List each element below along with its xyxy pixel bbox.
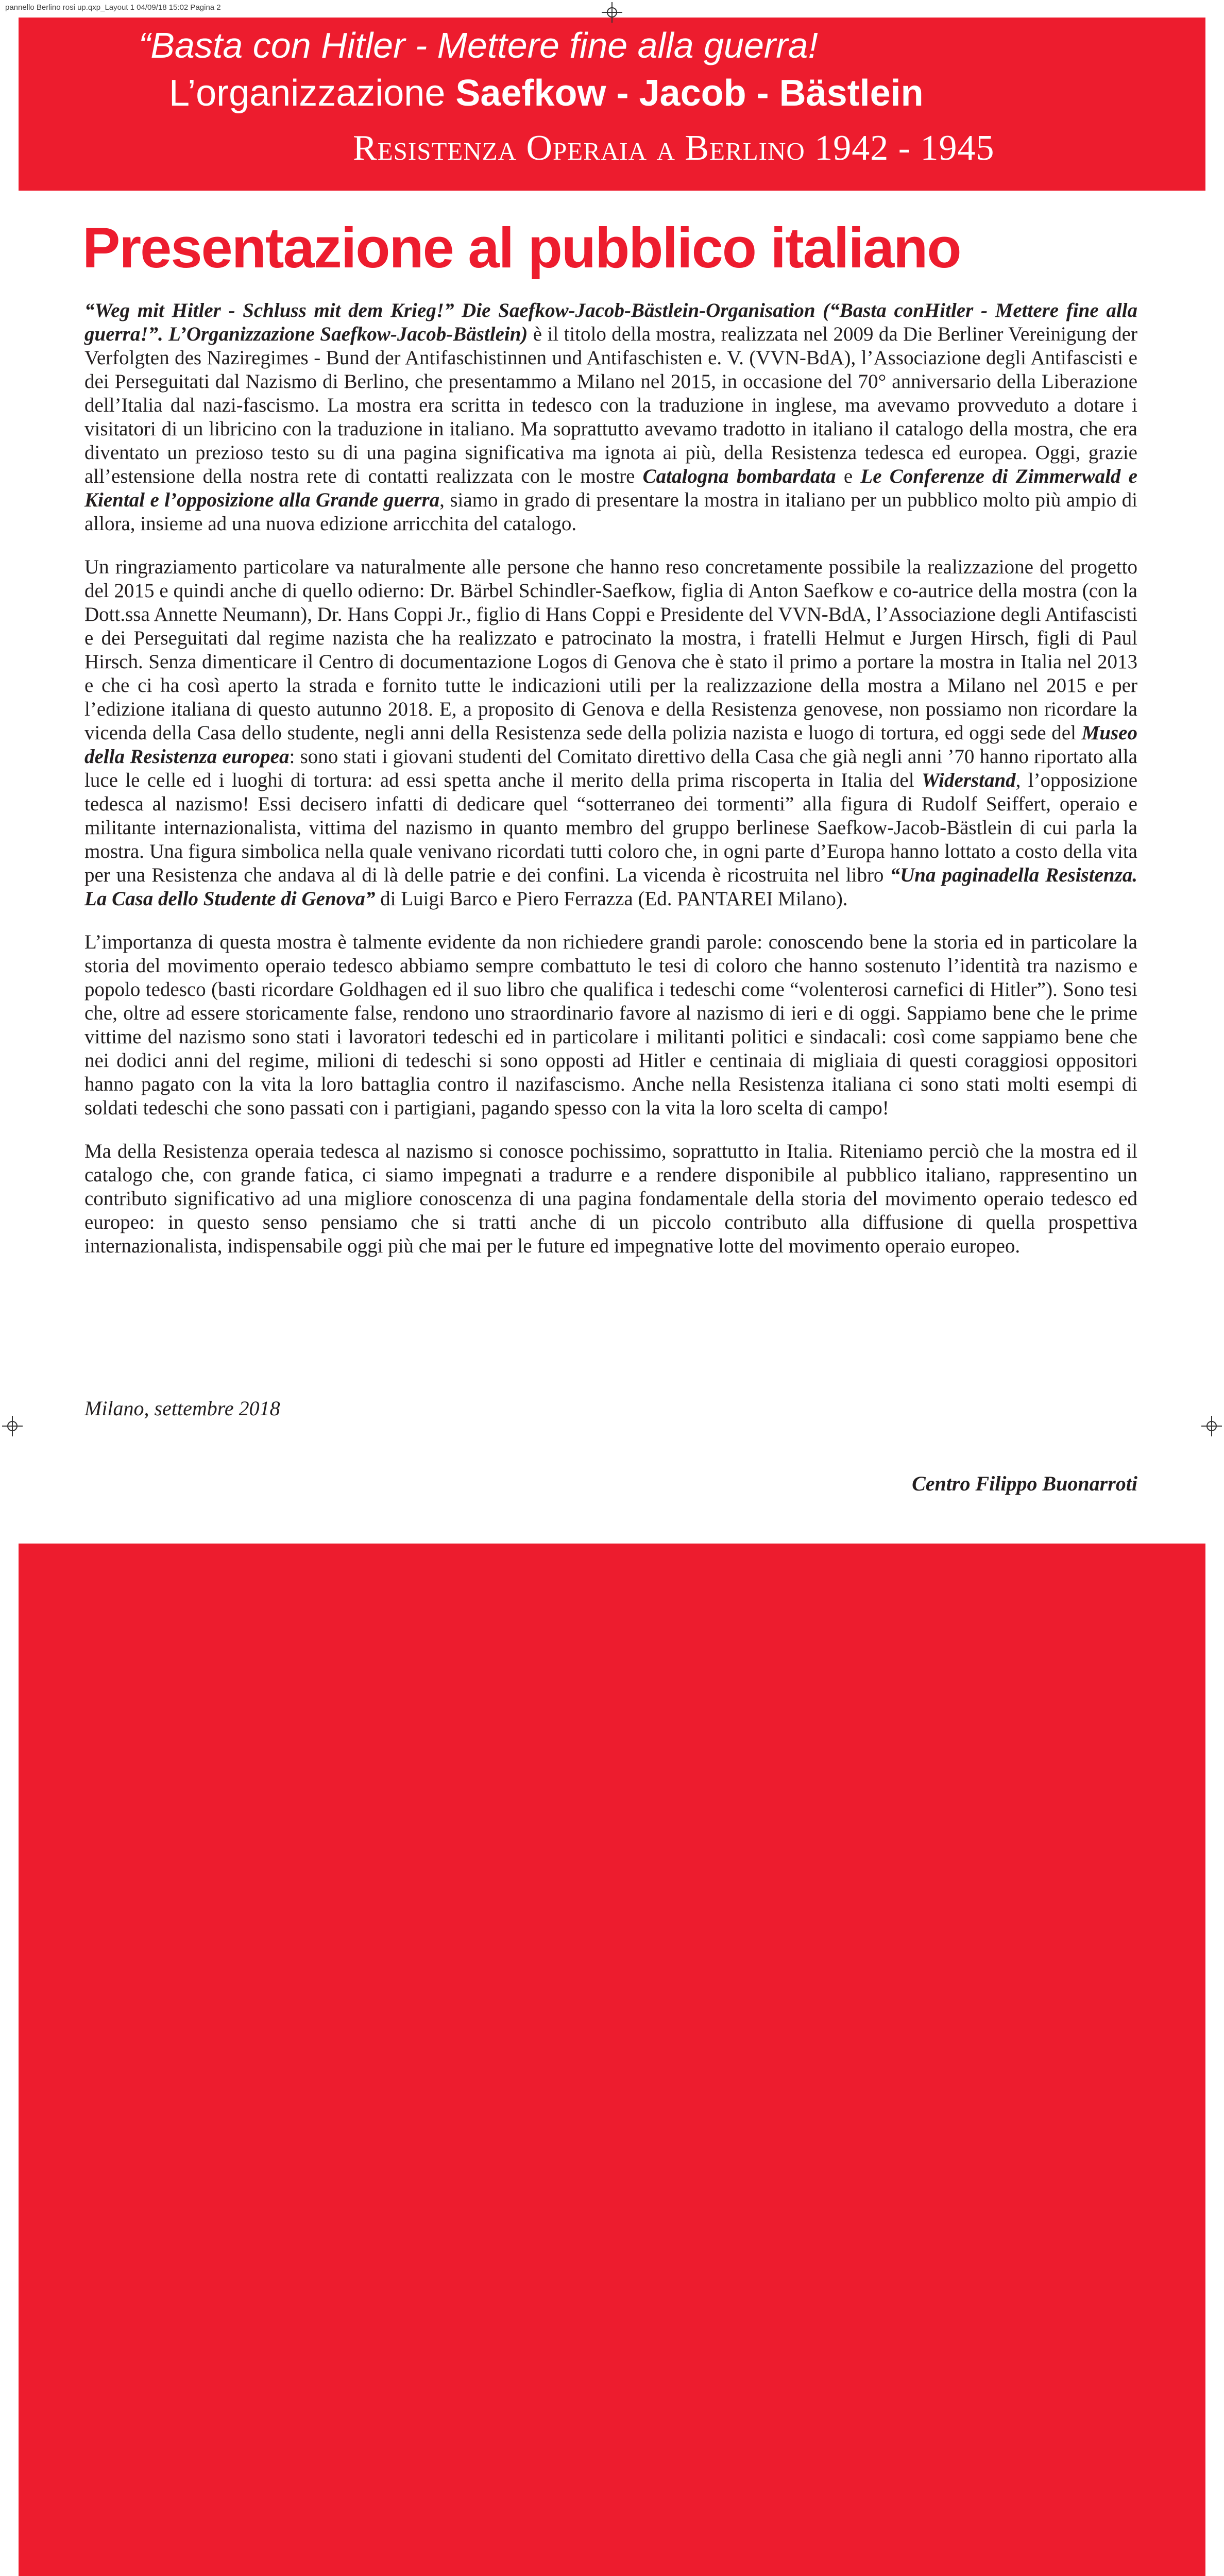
place-date: Milano, settembre 2018 [84, 1397, 280, 1420]
paragraph-3: L’importanza di questa mostra è talmente evidente da non richiedere grandi parole: conoscendo bene la storia ed in particolare la storia del movimento operaio tedesco abbiamo sempre combattuto le tesi di coloro che hanno sostenuto l’identità tra nazismo e popolo tedesco (basti ricordare Goldhagen ed il suo libro che qualifica i tedeschi come “volenterosi carnefici di Hitler”). Sono tesi che, oltre ad essere storicamente false, rendono uno straordinario favore al nazismo di ieri e di oggi. Sappiamo bene che le prime vittime del nazismo sono stati i lavoratori tedeschi ed in particolare i militanti politici e sindacali: così come sappiamo bene che nei dodici anni del regime, milioni di tedeschi si sono opposti ad Hitler e centinaia di migliaia di questi coraggiosi oppositori hanno pagato con la vita la loro battaglia contro il nazifascismo. Anche nella Resistenza italiana ci sono stati molti esempi di soldati tedeschi che sono passati con i partigiani, pagando spesso con la vita la loro scelta di campo! [84, 931, 1137, 1119]
paragraph-4: Ma della Resistenza operaia tedesca al nazismo si conosce pochissimo, soprattutto in Italia. Riteniamo perciò che la mostra ed il catalogo che, con grande fatica, ci siamo impegnati a tradurre e a rendere disponibile al pubblico italiano, rappresentino un contributo significativo ad una migliore conoscenza di una pagina fondamentale della storia del movimento operaio tedesco ed europeo: in questo senso pensiamo che si tratti anche di un piccolo contributo alla diffusione di quella prospettiva internazionalista, indispensabile oggi più che mai per le future ed impegnative lotte del movimento operaio europeo. [84, 1140, 1137, 1257]
registration-mark-left [2, 1416, 23, 1436]
paragraph-1 [84, 299, 1137, 536]
paragraph-1-end: , siamo in grado di presentare la mostra in italiano per un pubblico molto più ampio di allora, insieme ad una nuova edizione arricchita del catalogo. [84, 489, 1137, 535]
registration-mark-top [602, 2, 622, 23]
header-slogan: “Basta con Hitler - Mettere fine alla guerra! [139, 25, 818, 65]
paragraph-2-text-3: , l’opposizione tedesca al nazismo! Essi decisero infatti di dedicare quel “sotterraneo dei tormenti” alla figura di Rudolf Seiffert, operaio e militante internazionalista, vittima del nazismo in quanto membro del gruppo berlinese Saefkow-Jacob-Bästlein di cui parla la mostra. Una figura simbolica nella quale venivano ricordati tutti coloro che, in ogni parte d’Europa hanno lottato a costo della vita per una Resistenza che andava al di là delle patrie e dei confini. La vicenda è ricostruita nel libro [84, 769, 1138, 886]
exhibit-title-catalogna: Catalogna bombardata [642, 465, 836, 487]
book-title: “Una paginadella Resistenza. La Casa dello Studente di Genova” [84, 864, 1137, 910]
header-organization-name: Saefkow - Jacob - Bästlein [455, 73, 924, 114]
bottom-red-band [19, 1544, 1205, 2576]
author-signature: Centro Filippo Buonarroti [912, 1472, 1137, 1495]
paragraph-2-end: di Luigi Barco e Piero Ferrazza (Ed. PANTAREI Milano). [375, 888, 848, 910]
header-subtitle: Resistenza Operaia a Berlino 1942 - 1945 [353, 128, 995, 168]
museum-name: Museo della Resistenza europea [84, 722, 1137, 768]
article-body [84, 299, 1137, 1278]
exhibit-title-zimmerwald: Le Conferenze di Zimmerwald e Kiental e l’opposizione alla Grande guerra [84, 465, 1137, 511]
paragraph-1-text: è il titolo della mostra, realizzata nel 2009 da Die Berliner Vereinigung der Verfolgten des Naziregimes - Bund der Antifaschistinnen und Antifaschisten e. V. (VVN-BdA), l’Associazione degli Antifascisti e dei Perseguitati dal Nazismo di Berlino, che presentammo a Milano nel 2015, in occasione del 70° anniversario della Liberazione dell’Italia dal nazi-fascismo. La mostra era scritta in tedesco con la traduzione in inglese, ma avevamo provveduto a dotare i visitatori di un libricino con la traduzione in italiano. Ma soprattutto avevamo tradotto in italiano il catalogo della mostra, che era diventato un prezioso testo su di una pagina significativa ma ignota ai più, della Resistenza tedesca ed europea. Oggi, grazie all’estensione della nostra rete di contatti realizzata con le mostre [84, 323, 1137, 487]
page-title: Presentazione al pubblico italiano [82, 216, 961, 280]
widerstand-term: Widerstand [921, 769, 1016, 791]
paragraph-1-conj: e [836, 465, 861, 487]
registration-mark-right [1201, 1416, 1222, 1436]
header-organization-prefix: L’organizzazione [169, 73, 456, 114]
paragraph-2-text: Un ringraziamento particolare va naturalmente alle persone che hanno reso concretamente possibile la realizzazione del progetto del 2015 e quindi anche di quello odierno: Dr. Bärbel Schindler-Saefkow, figlia di Anton Saefkow e co-autrice della mostra (con la Dott.ssa Annette Neumann), Dr. Hans Coppi Jr., figlio di Hans Coppi e Presidente del VVN-BdA, l’Associazione degli Antifascisti e dei Perseguitati dal regime nazista che ha realizzato e patrocinato la mostra, i fratelli Helmut e Jurgen Hirsch, figli di Paul Hirsch. Senza dimenticare il Centro di documentazione Logos di Genova che è stato il primo a portare la mostra in Italia nel 2013 e che ci ha così aperto la strada e fornito tutte le indicazioni utili per la realizzazione della mostra a Milano nel 2015 e per l’edizione italiana di questo autunno 2018. E, a proposito di Genova e della Resistenza genovese, non possiamo non ricordare la vicenda della Casa dello studente, negli anni della Resistenza sede della polizia nazista e luogo di tortura, ed oggi sede del [84, 556, 1137, 744]
print-slug: pannello Berlino rosi up.qxp_Layout 1 04/09/18 15:02 Pagina 2 [5, 3, 221, 12]
paragraph-1-lead: “Weg mit Hitler - Schluss mit dem Krieg!” Die Saefkow-Jacob-Bästlein-Organisation (“Basta conHitler - Mettere fine alla guerra!”. L’Organizzazione Saefkow-Jacob-Bästlein) [84, 299, 1137, 345]
paragraph-2 [84, 555, 1137, 911]
paragraph-2-text-2: : sono stati i giovani studenti del Comitato direttivo della Casa che già negli anni ’70 hanno riportato alla luce le celle ed i luoghi di tortura: ad essi spetta anche il merito della prima riscoperta in Italia del [84, 745, 1137, 791]
header-organization [169, 72, 924, 114]
